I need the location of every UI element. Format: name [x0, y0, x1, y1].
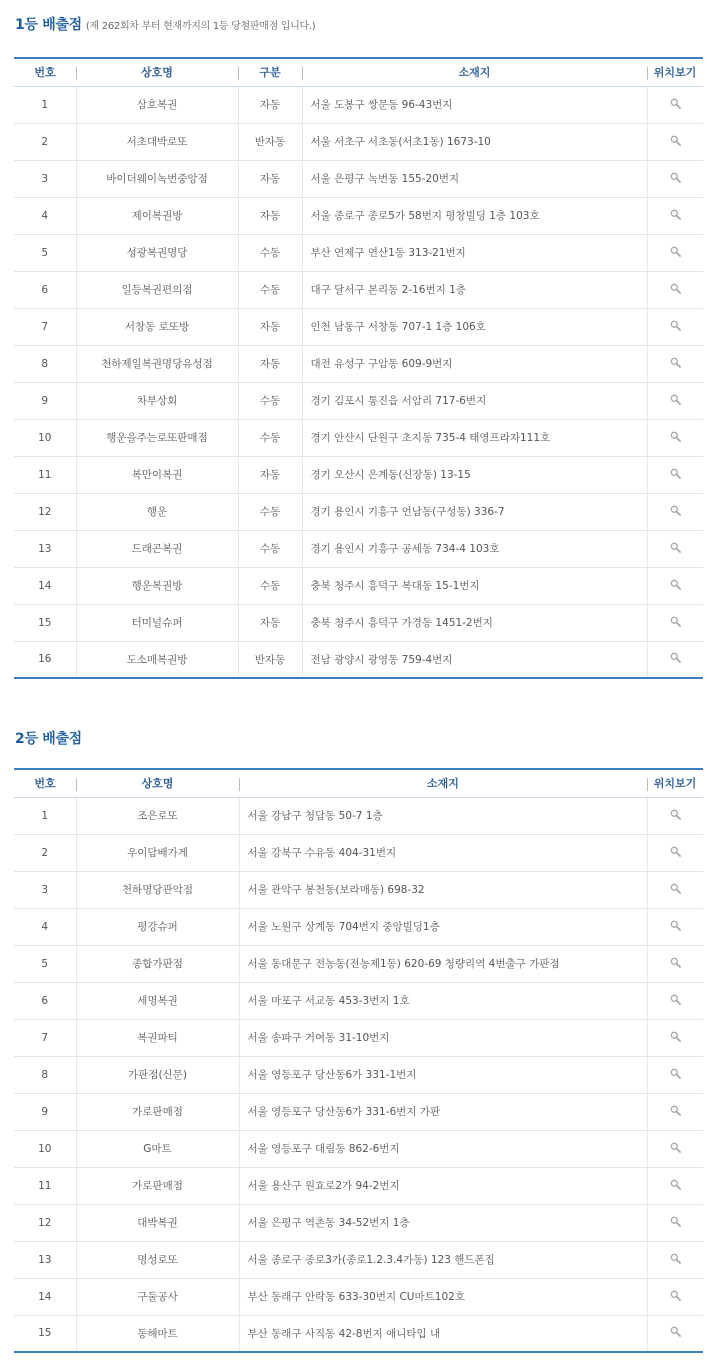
- magnifier-icon[interactable]: [670, 1179, 681, 1193]
- magnifier-icon[interactable]: [670, 1216, 681, 1230]
- row-number: 14: [14, 567, 76, 604]
- shop-name: 구둘공사: [76, 1278, 239, 1315]
- table-row: [14, 1056, 703, 1093]
- map-view-button[interactable]: [647, 530, 703, 567]
- map-view-button[interactable]: [647, 1241, 703, 1278]
- table-row: [14, 86, 703, 123]
- shop-address: 충북 청주시 흥덕구 복대동 15-1번지: [302, 567, 647, 604]
- map-view-button[interactable]: [647, 86, 703, 123]
- section2-title-text: 2등 배출점: [15, 731, 82, 747]
- row-number: 9: [14, 382, 76, 419]
- header-name: 상호명: [76, 769, 239, 797]
- table-row: [14, 982, 703, 1019]
- purchase-type: 자동: [238, 456, 302, 493]
- row-number: 4: [14, 908, 76, 945]
- table-row: [14, 834, 703, 871]
- magnifier-icon[interactable]: [670, 920, 681, 934]
- map-view-button[interactable]: [647, 308, 703, 345]
- magnifier-icon[interactable]: [670, 209, 681, 223]
- magnifier-icon[interactable]: [670, 1068, 681, 1082]
- shop-address: 경기 오산시 은계동(신장동) 13-15: [302, 456, 647, 493]
- shop-address: 서울 도봉구 쌍문동 96-43번지: [302, 86, 647, 123]
- table-header-row: [14, 58, 703, 86]
- row-number: 10: [14, 1130, 76, 1167]
- shop-address: 부산 동래구 사직동 42-8번지 애니타입 내: [239, 1315, 647, 1352]
- table-row: [14, 797, 703, 834]
- shop-name: 바이더웨이녹번중앙점: [76, 160, 238, 197]
- map-view-button[interactable]: [647, 197, 703, 234]
- shop-address: 서울 관악구 봉천동(보라매동) 698-32: [239, 871, 647, 908]
- table-row: [14, 308, 703, 345]
- row-number: 7: [14, 308, 76, 345]
- shop-address: 경기 용인시 기흥구 공세동 734-4 103호: [302, 530, 647, 567]
- shop-address: 대구 달서구 본리동 2-16번지 1층: [302, 271, 647, 308]
- map-view-button[interactable]: [647, 345, 703, 382]
- header-map: 위치보기: [647, 58, 703, 86]
- row-number: 3: [14, 160, 76, 197]
- row-number: 6: [14, 982, 76, 1019]
- map-view-button[interactable]: [647, 123, 703, 160]
- first-prize-table: [14, 57, 703, 679]
- shop-address: 서울 동대문구 전농동(전농제1동) 620-69 청량리역 4번출구 가판점: [239, 945, 647, 982]
- table-row: [14, 530, 703, 567]
- map-view-button[interactable]: [647, 1315, 703, 1352]
- shop-name: 일등복권편의점: [76, 271, 238, 308]
- purchase-type: 자동: [238, 160, 302, 197]
- magnifier-icon[interactable]: [670, 883, 681, 897]
- shop-address: 충북 청주시 흥덕구 가경동 1451-2번지: [302, 604, 647, 641]
- shop-name: 행운: [76, 493, 238, 530]
- section1-title-text: 1등 배출점: [15, 17, 82, 33]
- magnifier-icon[interactable]: [670, 1031, 681, 1045]
- map-view-button[interactable]: [647, 1093, 703, 1130]
- table-row: [14, 567, 703, 604]
- magnifier-icon[interactable]: [670, 652, 681, 666]
- shop-name: 명성로또: [76, 1241, 239, 1278]
- header-no: 번호: [14, 769, 76, 797]
- shop-name: 삼호복권: [76, 86, 238, 123]
- purchase-type: 수동: [238, 234, 302, 271]
- map-view-button[interactable]: [647, 419, 703, 456]
- shop-address: 경기 안산시 단원구 초지동 735-4 태영프라자111호: [302, 419, 647, 456]
- magnifier-icon[interactable]: [670, 616, 681, 630]
- magnifier-icon[interactable]: [670, 431, 681, 445]
- magnifier-icon[interactable]: [670, 357, 681, 371]
- shop-name: 서초대박로또: [76, 123, 238, 160]
- row-number: 16: [14, 641, 76, 678]
- shop-address: 대전 유성구 구암동 609-9번지: [302, 345, 647, 382]
- map-view-button[interactable]: [647, 641, 703, 678]
- table-header-row: [14, 769, 703, 797]
- shop-address: 서울 종로구 종로5가 58번지 평창빌딩 1층 103호: [302, 197, 647, 234]
- row-number: 9: [14, 1093, 76, 1130]
- magnifier-icon[interactable]: [670, 1105, 681, 1119]
- row-number: 3: [14, 871, 76, 908]
- row-number: 13: [14, 530, 76, 567]
- row-number: 12: [14, 1204, 76, 1241]
- shop-address: 서울 영등포구 당산동6가 331-1번지: [239, 1056, 647, 1093]
- shop-name: 성광복권명당: [76, 234, 238, 271]
- row-number: 8: [14, 345, 76, 382]
- map-view-button[interactable]: [647, 797, 703, 834]
- purchase-type: 반자동: [238, 123, 302, 160]
- shop-address: 경기 김포시 통진읍 서암리 717-6번지: [302, 382, 647, 419]
- purchase-type: 자동: [238, 197, 302, 234]
- shop-name: 가로판매점: [76, 1093, 239, 1130]
- table-row: [14, 604, 703, 641]
- map-view-button[interactable]: [647, 234, 703, 271]
- purchase-type: 자동: [238, 604, 302, 641]
- row-number: 5: [14, 234, 76, 271]
- shop-name: 천하제일복권명당유성점: [76, 345, 238, 382]
- magnifier-icon[interactable]: [670, 1290, 681, 1304]
- shop-name: 도소매복권방: [76, 641, 238, 678]
- shop-address: 서울 은평구 역촌동 34-52번지 1층: [239, 1204, 647, 1241]
- second-prize-table: [14, 768, 703, 1353]
- shop-name: 복만이복권: [76, 456, 238, 493]
- shop-name: 평강슈퍼: [76, 908, 239, 945]
- row-number: 7: [14, 1019, 76, 1056]
- row-number: 11: [14, 1167, 76, 1204]
- shop-name: 차부상회: [76, 382, 238, 419]
- magnifier-icon[interactable]: [670, 172, 681, 186]
- map-view-button[interactable]: [647, 493, 703, 530]
- shop-address: 서울 노원구 상계동 704번지 중앙빌딩1층: [239, 908, 647, 945]
- table-row: [14, 456, 703, 493]
- section1-note: (제 262회차 부터 현재까지의 1등 당첨판매점 입니다.): [85, 21, 316, 32]
- map-view-button[interactable]: [647, 982, 703, 1019]
- shop-name: 행운복권방: [76, 567, 238, 604]
- magnifier-icon[interactable]: [670, 468, 681, 482]
- header-map: 위치보기: [647, 769, 703, 797]
- map-view-button[interactable]: [647, 1278, 703, 1315]
- shop-name: 조은로또: [76, 797, 239, 834]
- table-row: [14, 945, 703, 982]
- purchase-type: 수동: [238, 493, 302, 530]
- shop-address: 서울 송파구 거여동 31-10번지: [239, 1019, 647, 1056]
- magnifier-icon[interactable]: [670, 394, 681, 408]
- table-row: [14, 1315, 703, 1352]
- table-row: [14, 345, 703, 382]
- purchase-type: 수동: [238, 382, 302, 419]
- shop-name: 대박복권: [76, 1204, 239, 1241]
- table-row: [14, 1241, 703, 1278]
- table-row: [14, 1278, 703, 1315]
- header-type: 구분: [238, 58, 302, 86]
- shop-name: 우이담배가게: [76, 834, 239, 871]
- magnifier-icon[interactable]: [670, 809, 681, 823]
- table-row: [14, 419, 703, 456]
- shop-address: 서울 마포구 서교동 453-3번지 1호: [239, 982, 647, 1019]
- row-number: 11: [14, 456, 76, 493]
- shop-name: G마트: [76, 1130, 239, 1167]
- magnifier-icon[interactable]: [670, 320, 681, 334]
- purchase-type: 자동: [238, 86, 302, 123]
- table-row: [14, 871, 703, 908]
- magnifier-icon[interactable]: [670, 579, 681, 593]
- purchase-type: 수동: [238, 419, 302, 456]
- magnifier-icon[interactable]: [670, 994, 681, 1008]
- purchase-type: 자동: [238, 308, 302, 345]
- row-number: 6: [14, 271, 76, 308]
- table-row: [14, 1167, 703, 1204]
- row-number: 8: [14, 1056, 76, 1093]
- table-row: [14, 1130, 703, 1167]
- magnifier-icon[interactable]: [670, 98, 681, 112]
- shop-address: 인천 남동구 서창동 707-1 1층 106호: [302, 308, 647, 345]
- magnifier-icon[interactable]: [670, 1142, 681, 1156]
- shop-address: 서울 서초구 서초동(서초1동) 1673-10: [302, 123, 647, 160]
- table-row: [14, 234, 703, 271]
- magnifier-icon[interactable]: [670, 505, 681, 519]
- table-row: [14, 271, 703, 308]
- header-no: 번호: [14, 58, 76, 86]
- purchase-type: 수동: [238, 530, 302, 567]
- map-view-button[interactable]: [647, 1130, 703, 1167]
- magnifier-icon[interactable]: [670, 135, 681, 149]
- magnifier-icon[interactable]: [670, 957, 681, 971]
- section2-title: [15, 728, 82, 748]
- magnifier-icon[interactable]: [670, 1326, 681, 1340]
- shop-address: 전남 광양시 광영동 759-4번지: [302, 641, 647, 678]
- shop-address: 서울 은평구 녹번동 155-20번지: [302, 160, 647, 197]
- map-view-button[interactable]: [647, 271, 703, 308]
- purchase-type: 수동: [238, 567, 302, 604]
- map-view-button[interactable]: [647, 567, 703, 604]
- table-row: [14, 1093, 703, 1130]
- map-view-button[interactable]: [647, 1167, 703, 1204]
- shop-address: 서울 강북구 수유동 404-31번지: [239, 834, 647, 871]
- table-row: [14, 160, 703, 197]
- map-view-button[interactable]: [647, 908, 703, 945]
- table-row: [14, 1019, 703, 1056]
- shop-address: 서울 영등포구 당산동6가 331-6번지 가판: [239, 1093, 647, 1130]
- map-view-button[interactable]: [647, 382, 703, 419]
- map-view-button[interactable]: [647, 834, 703, 871]
- table-row: [14, 382, 703, 419]
- map-view-button[interactable]: [647, 945, 703, 982]
- magnifier-icon[interactable]: [670, 246, 681, 260]
- magnifier-icon[interactable]: [670, 542, 681, 556]
- row-number: 1: [14, 86, 76, 123]
- row-number: 15: [14, 1315, 76, 1352]
- shop-name: 동해마트: [76, 1315, 239, 1352]
- shop-address: 경기 용인시 기흥구 언남동(구성동) 336-7: [302, 493, 647, 530]
- map-view-button[interactable]: [647, 1019, 703, 1056]
- shop-address: 서울 종로구 종로3가(종로1.2.3.4가동) 123 핸드폰집: [239, 1241, 647, 1278]
- purchase-type: 자동: [238, 345, 302, 382]
- shop-name: 제이복권방: [76, 197, 238, 234]
- purchase-type: 반자동: [238, 641, 302, 678]
- shop-address: 서울 영등포구 대림동 862-6번지: [239, 1130, 647, 1167]
- table-row: [14, 197, 703, 234]
- row-number: 2: [14, 123, 76, 160]
- row-number: 15: [14, 604, 76, 641]
- table-row: [14, 493, 703, 530]
- shop-address: 부산 연제구 연산1동 313-21번지: [302, 234, 647, 271]
- table-row: [14, 908, 703, 945]
- shop-address: 서울 용산구 원효로2가 94-2번지: [239, 1167, 647, 1204]
- shop-address: 서울 강남구 청담동 50-7 1층: [239, 797, 647, 834]
- shop-name: 천하명당관악점: [76, 871, 239, 908]
- shop-name: 세명복권: [76, 982, 239, 1019]
- magnifier-icon[interactable]: [670, 283, 681, 297]
- row-number: 1: [14, 797, 76, 834]
- shop-name: 복권파티: [76, 1019, 239, 1056]
- purchase-type: 수동: [238, 271, 302, 308]
- shop-name: 가로판매점: [76, 1167, 239, 1204]
- row-number: 14: [14, 1278, 76, 1315]
- row-number: 5: [14, 945, 76, 982]
- shop-name: 가판점(신문): [76, 1056, 239, 1093]
- shop-name: 드래곤복권: [76, 530, 238, 567]
- row-number: 2: [14, 834, 76, 871]
- header-address: 소재지: [302, 58, 647, 86]
- shop-name: 터미널슈퍼: [76, 604, 238, 641]
- row-number: 10: [14, 419, 76, 456]
- header-address: 소재지: [239, 769, 647, 797]
- row-number: 4: [14, 197, 76, 234]
- map-view-button[interactable]: [647, 1204, 703, 1241]
- map-view-button[interactable]: [647, 1056, 703, 1093]
- table-row: [14, 1204, 703, 1241]
- table-row: [14, 641, 703, 678]
- map-view-button[interactable]: [647, 604, 703, 641]
- magnifier-icon[interactable]: [670, 846, 681, 860]
- row-number: 13: [14, 1241, 76, 1278]
- shop-name: 서창동 로또방: [76, 308, 238, 345]
- map-view-button[interactable]: [647, 160, 703, 197]
- shop-name: 종합가판점: [76, 945, 239, 982]
- map-view-button[interactable]: [647, 871, 703, 908]
- map-view-button[interactable]: [647, 456, 703, 493]
- header-name: 상호명: [76, 58, 238, 86]
- shop-name: 행운을주는로또판매점: [76, 419, 238, 456]
- table-row: [14, 123, 703, 160]
- row-number: 12: [14, 493, 76, 530]
- section1-title: [15, 14, 315, 34]
- magnifier-icon[interactable]: [670, 1253, 681, 1267]
- shop-address: 부산 동래구 안락동 633-30번지 CU마트102호: [239, 1278, 647, 1315]
